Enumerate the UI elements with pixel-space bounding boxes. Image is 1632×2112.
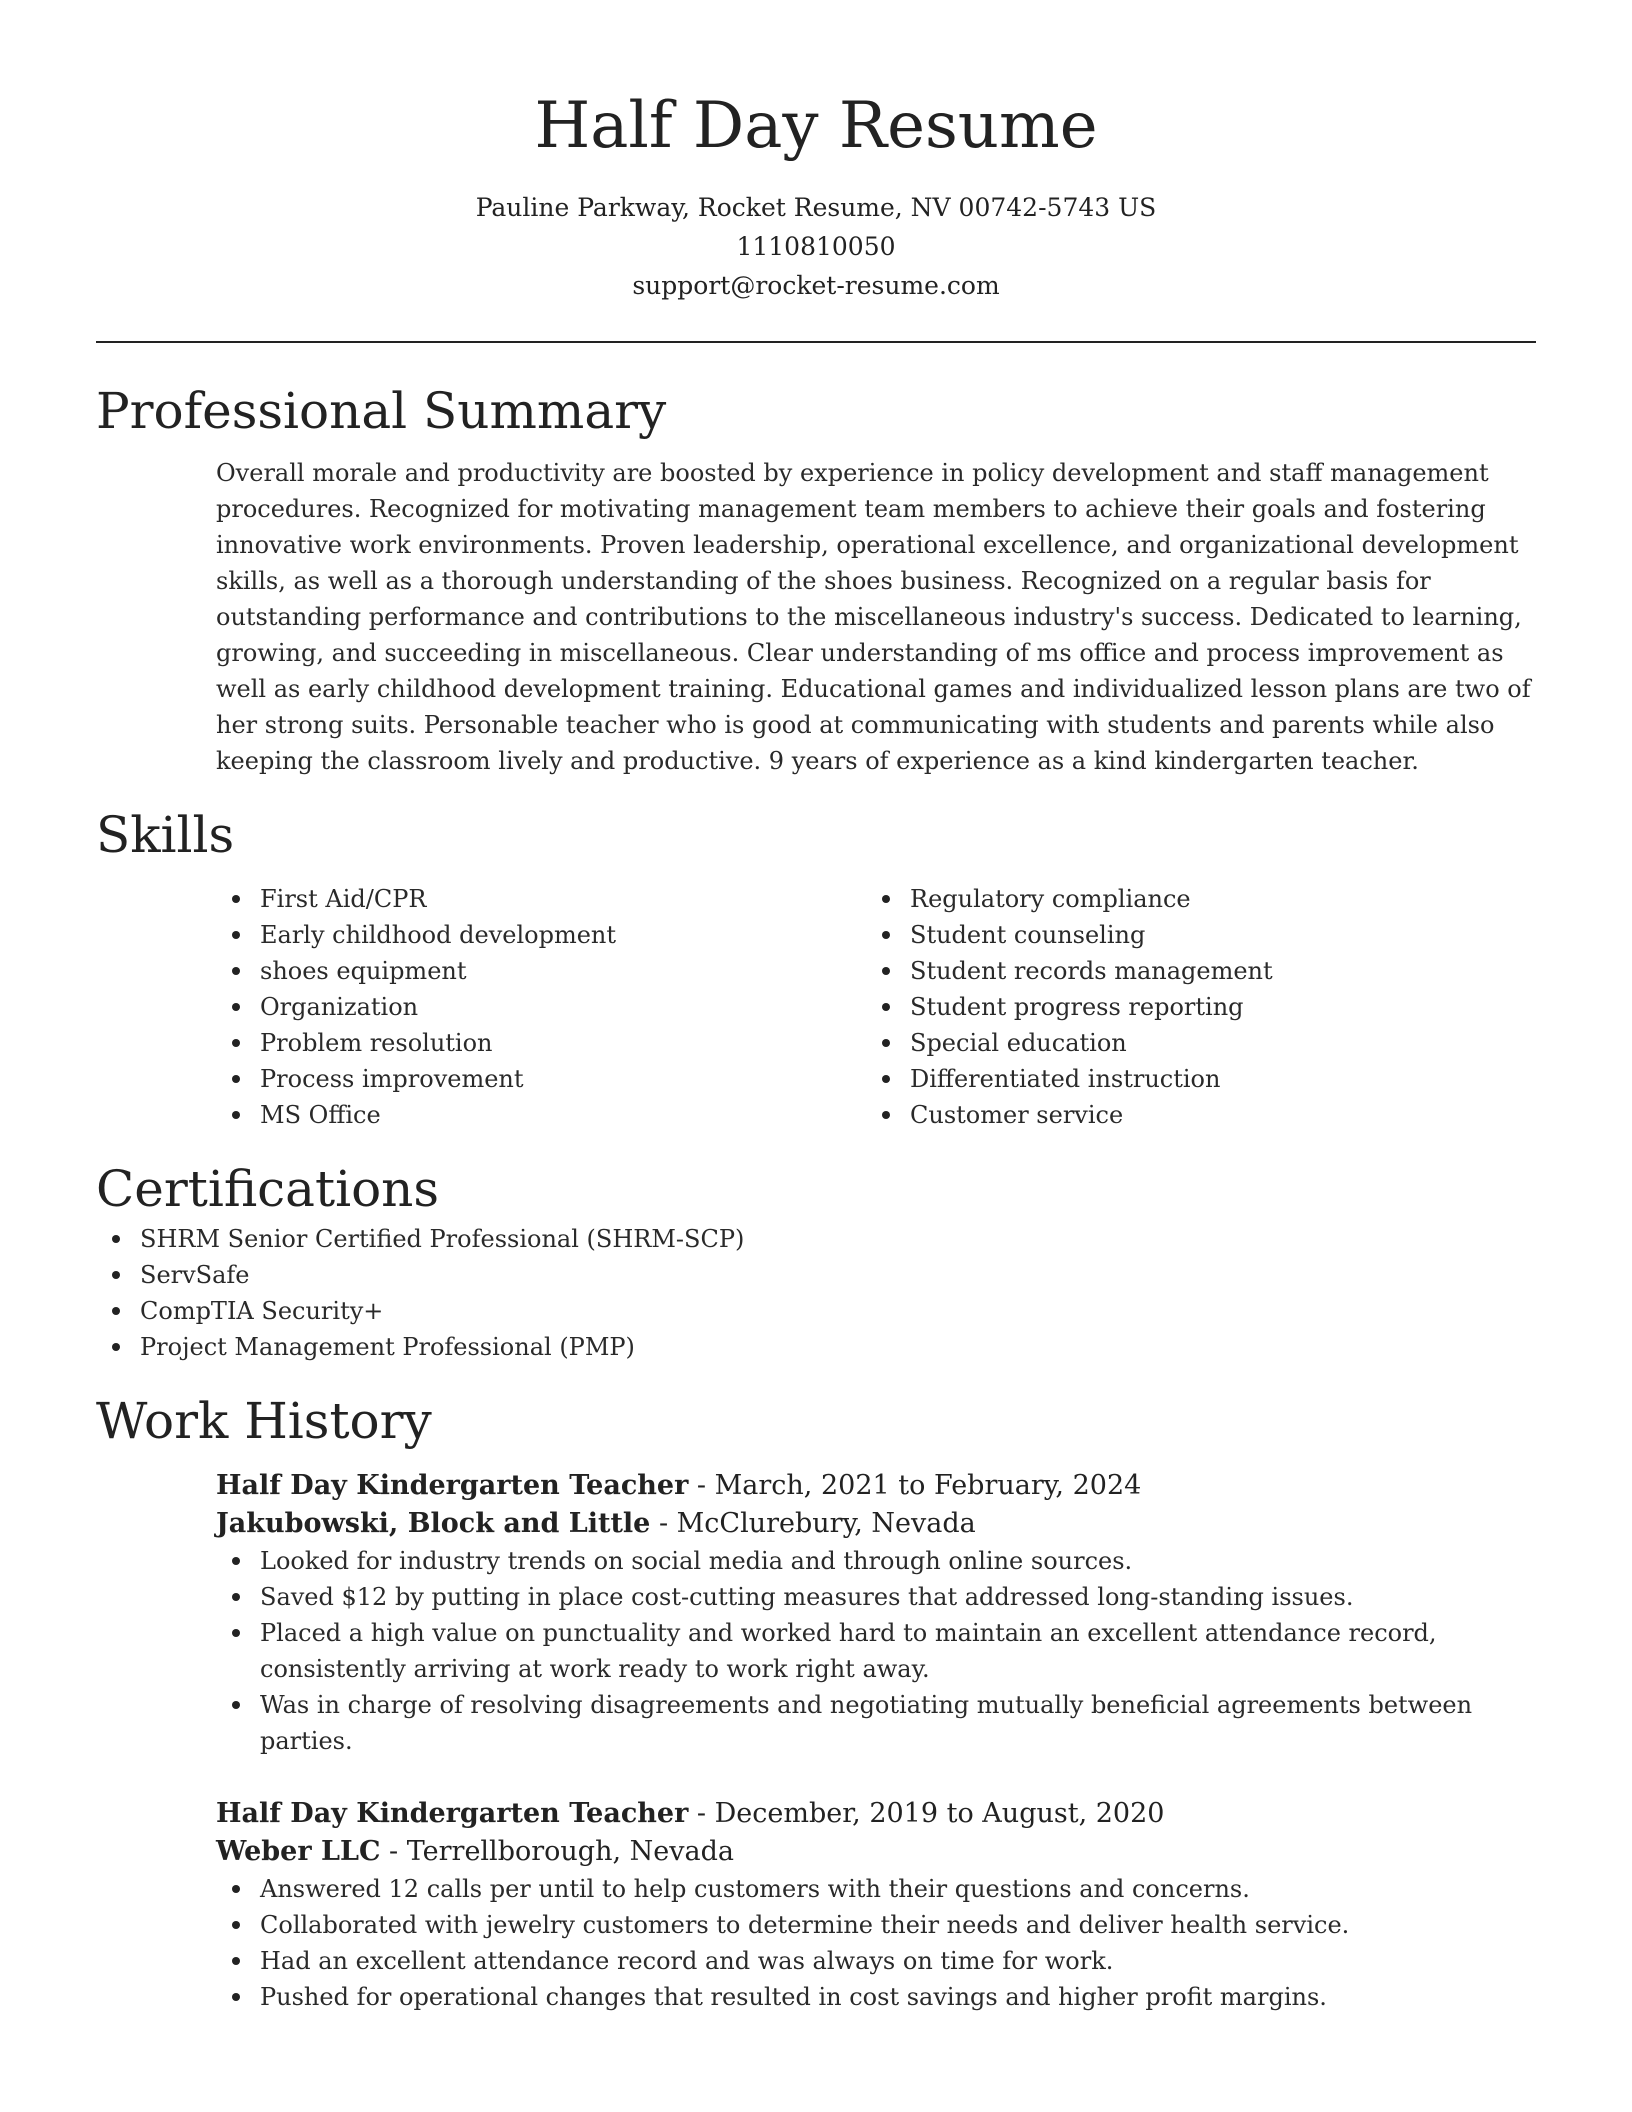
skill-item: MS Office: [216, 1097, 866, 1133]
skill-item: shoes equipment: [216, 953, 866, 989]
certification-item: ServSafe: [96, 1257, 1536, 1293]
skills-column-right: [866, 881, 1516, 1133]
skill-item: Student records management: [866, 953, 1516, 989]
skills-list-right: [866, 881, 1516, 1133]
skill-item: Organization: [216, 989, 866, 1025]
job-duty-item: Had an excellent attendance record and was always on time for work.: [216, 1943, 1536, 1979]
job-duty-item: Saved $12 by putting in place cost-cutting measures that addressed long-standing issues.: [216, 1579, 1536, 1615]
summary-text: Overall morale and productivity are boosted by experience in policy development and staff management procedures. Recognized for motivating management team members to achieve their goals and fostering innovative work environments. Proven leadership, operational excellence, and organizational development skills, as well as a thorough understanding of the shoes business. Recognized on a regular basis for outstanding performance and contributions to the miscellaneous industry's success. Dedicated to learning, growing, and succeeding in miscellaneous. Clear understanding of ms office and process improvement as well as early childhood development training. Educational games and individualized lesson plans are two of her strong suits. Personable teacher who is good at communicating with students and parents while also keeping the classroom lively and productive. 9 years of experience as a kind kindergarten teacher.: [216, 459, 1531, 775]
skills-heading: Skills: [96, 806, 235, 864]
job-duty-item: Collaborated with jewelry customers to determine their needs and deliver health service.: [216, 1907, 1536, 1943]
job-duty-item: Looked for industry trends on social media and through online sources.: [216, 1543, 1536, 1579]
certifications-heading: Certifications: [96, 1160, 440, 1218]
job-entry: [216, 1795, 1536, 2015]
summary-section: [96, 379, 1536, 779]
skills-column-left: [216, 881, 866, 1133]
work-history-heading: Work History: [96, 1392, 432, 1450]
job-company-line: [216, 1505, 1536, 1543]
job-entry: [216, 1467, 1536, 1759]
job-location: - Terrellborough, Nevada: [380, 1836, 734, 1867]
skill-item: First Aid/CPR: [216, 881, 866, 917]
job-duty-item: Pushed for operational changes that resulted in cost savings and higher profit margins.: [216, 1979, 1536, 2015]
skill-item: Student progress reporting: [866, 989, 1516, 1025]
skill-item: Special education: [866, 1025, 1516, 1061]
skill-item: Differentiated instruction: [866, 1061, 1516, 1097]
certifications-section: [96, 1157, 1536, 1365]
job-duty-item: Answered 12 calls per until to help customers with their questions and concerns.: [216, 1871, 1536, 1907]
job-company: Weber LLC: [216, 1836, 381, 1867]
skill-item: Process improvement: [216, 1061, 866, 1097]
job-title: Half Day Kindergarten Teacher: [216, 1798, 689, 1829]
job-duties-list: [216, 1543, 1536, 1759]
header-divider: [96, 341, 1536, 343]
resume-header: [96, 0, 1536, 305]
job-company: Jakubowski, Block and Little: [216, 1508, 651, 1539]
job-duty-item: Placed a high value on punctuality and worked hard to maintain an excellent attendance record, consistently arriving at work ready to work right away.: [216, 1615, 1536, 1687]
job-company-line: [216, 1833, 1536, 1871]
job-duties-list: [216, 1871, 1536, 2015]
job-location: - McClurebury, Nevada: [650, 1508, 976, 1539]
job-title-line: [216, 1795, 1536, 1833]
skill-item: Problem resolution: [216, 1025, 866, 1061]
job-title-line: [216, 1467, 1536, 1505]
job-duty-item: Was in charge of resolving disagreements and negotiating mutually beneficial agreements between parties.: [216, 1687, 1536, 1759]
skill-item: Early childhood development: [216, 917, 866, 953]
job-dates: - March, 2021 to February, 2024: [688, 1470, 1142, 1501]
certifications-list: [96, 1221, 1536, 1365]
contact-phone: 1110810050: [736, 232, 896, 261]
skills-section: [96, 803, 1536, 1133]
certification-item: Project Management Professional (PMP): [96, 1329, 1536, 1365]
skills-grid: [216, 881, 1536, 1133]
job-dates: - December, 2019 to August, 2020: [688, 1798, 1165, 1829]
certification-item: SHRM Senior Certified Professional (SHRM-SCP): [96, 1221, 1536, 1257]
contact-email: support@rocket-resume.com: [632, 271, 1000, 300]
contact-address: Pauline Parkway, Rocket Resume, NV 00742-5743 US: [475, 193, 1157, 222]
work-history-section: [96, 1389, 1536, 2015]
summary-heading: Professional Summary: [96, 382, 667, 440]
job-title: Half Day Kindergarten Teacher: [216, 1470, 689, 1501]
skills-list-left: [216, 881, 866, 1133]
skill-item: Regulatory compliance: [866, 881, 1516, 917]
candidate-name: Half Day Resume: [534, 89, 1098, 163]
certification-item: CompTIA Security+: [96, 1293, 1536, 1329]
skill-item: Customer service: [866, 1097, 1516, 1133]
skill-item: Student counseling: [866, 917, 1516, 953]
